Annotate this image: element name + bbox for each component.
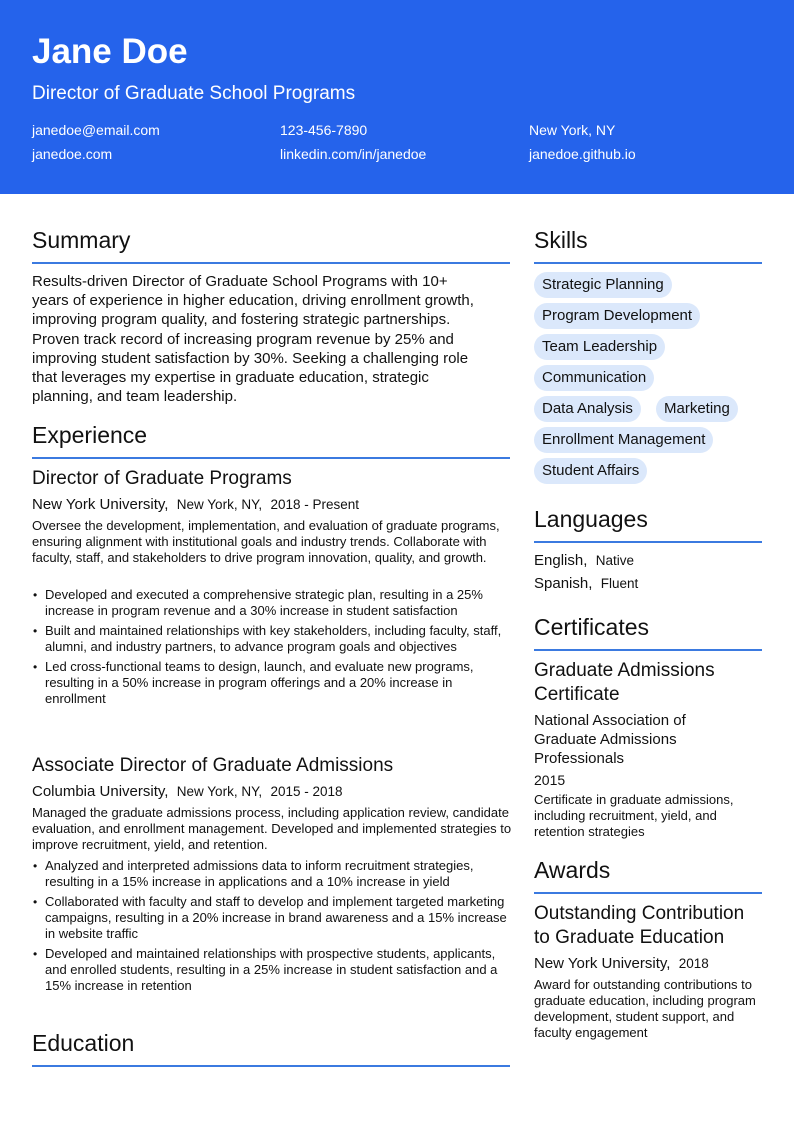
job-location: New York, NY, (176, 784, 263, 799)
job-org: Columbia University, (32, 783, 169, 800)
summary-heading: Summary (32, 227, 131, 253)
job-bullet: • Led cross-functional teams to design, launch, and evaluate new programs, resulting in a 50% increase in program offerings and a 20% increase in enrollment (32, 659, 512, 707)
candidate-name: Jane Doe (32, 32, 188, 71)
candidate-role: Director of Graduate School Programs (32, 83, 356, 104)
contact-linkedin[interactable]: linkedin.com/in/janedoe (280, 146, 427, 162)
skills-divider (534, 262, 762, 264)
job-meta (32, 783, 343, 801)
language-level: Fluent (600, 576, 639, 591)
job-dates: 2018 - Present (270, 497, 359, 512)
contact-website[interactable]: janedoe.com (32, 146, 113, 162)
certificate-name-line: Graduate Admissions (534, 660, 715, 681)
contact-email[interactable]: janedoe@email.com (32, 122, 160, 138)
summary-line: Results-driven Director of Graduate School Programs with 10+ (32, 273, 448, 290)
language-name: English, (534, 552, 588, 569)
skill-chip: Communication (534, 365, 654, 391)
certificate-name-line: Certificate (534, 684, 620, 705)
job-dates: 2015 - 2018 (270, 784, 343, 799)
language-name: Spanish, (534, 575, 593, 592)
summary-line: improving student satisfaction by 30%. Seeking a challenging role (32, 349, 469, 367)
job-location: New York, NY, (176, 497, 263, 512)
award-name-line: Outstanding Contribution (534, 903, 745, 924)
summary-line: planning, and team leadership. (32, 388, 238, 406)
education-divider (32, 1065, 510, 1067)
education-heading: Education (32, 1030, 135, 1056)
job-description: Managed the graduate admissions process, including application review, candidate evaluation, and enrollment management. Developed and implemented strategies to improve recruitment, yield, and retention. (32, 805, 512, 852)
certificate-issuer (534, 711, 769, 769)
award-name (534, 902, 769, 950)
skill-chip: Enrollment Management (534, 427, 713, 453)
certificates-divider (534, 649, 762, 651)
skill-chip: Marketing (656, 396, 738, 422)
summary-text (32, 272, 522, 406)
skill-chip: Strategic Planning (534, 272, 672, 298)
contact-location: New York, NY (529, 122, 616, 138)
certificate-issuer-line: Graduate Admissions (534, 731, 677, 749)
award-name-line: to Graduate Education (534, 927, 725, 948)
job-bullet: • Developed and executed a comprehensive strategic plan, resulting in a 25% increase in program revenue and a 30% increase in student satisfaction (32, 587, 512, 619)
certificates-heading: Certificates (534, 614, 650, 640)
award-year: 2018 (678, 956, 709, 971)
contact-github[interactable]: janedoe.github.io (529, 146, 636, 162)
job-bullet: • Built and maintained relationships with key stakeholders, including faculty, staff, alumni, and industry partners, to advance program goals and objectives (32, 623, 512, 655)
skill-chip: Student Affairs (534, 458, 647, 484)
summary-line: Proven track record of increasing program revenue by 25% and (32, 330, 454, 348)
contact-phone[interactable]: 123-456-7890 (280, 122, 368, 138)
skill-chip: Program Development (534, 303, 700, 329)
summary-line: years of experience in higher education, driving enrollment growth, (32, 292, 474, 310)
job-bullet: • Collaborated with faculty and staff to develop and implement targeted marketing campaigns, resulting in a 20% increase in brand awareness and a 15% increase in website traffic (32, 894, 512, 942)
job-bullet: • Developed and maintained relationships with prospective students, applicants, and enrolled students, resulting in a 25% increase in student satisfaction and a 15% increase in retention (32, 946, 512, 994)
job-bullets (32, 587, 512, 711)
job-title: Director of Graduate Programs (32, 468, 292, 489)
summary-line: improving program quality, and fostering strategic partnerships. (32, 311, 451, 329)
job-description: Oversee the development, implementation, and evaluation of graduate programs, ensuring alignment with institutional goals and industry trends. Collaborate with faculty, staff, and stakeholders to drive program innovation, quality, and growth. (32, 518, 500, 565)
award-description: Award for outstanding contributions to graduate education, including program development, student support, and faculty engagement (534, 977, 756, 1040)
job-bullets (32, 858, 512, 998)
award-meta (534, 955, 709, 973)
language-level: Native (595, 553, 634, 568)
award-org: New York University, (534, 955, 671, 972)
summary-divider (32, 262, 510, 264)
experience-divider (32, 457, 510, 459)
awards-divider (534, 892, 762, 894)
languages-divider (534, 541, 762, 543)
languages-heading: Languages (534, 506, 648, 532)
language-item (534, 552, 634, 570)
certificate-issuer-line: Professionals (534, 750, 625, 768)
certificate-year: 2015 (534, 772, 566, 788)
job-bullet: • Analyzed and interpreted admissions data to inform recruitment strategies, resulting in a 15% increase in applications and a 10% increase in yield (32, 858, 512, 890)
awards-heading: Awards (534, 857, 611, 883)
job-title: Associate Director of Graduate Admissions (32, 755, 394, 776)
certificate-description: Certificate in graduate admissions, including recruitment, yield, and retention strategies (534, 792, 734, 839)
skill-chip: Team Leadership (534, 334, 665, 360)
skill-chip: Data Analysis (534, 396, 641, 422)
resume-header (0, 0, 794, 194)
certificate-issuer-line: National Association of (534, 712, 686, 729)
job-meta (32, 496, 359, 514)
language-item (534, 575, 638, 593)
certificate-name (534, 659, 769, 707)
skills-heading: Skills (534, 227, 588, 253)
experience-heading: Experience (32, 422, 148, 448)
summary-line: that leverages my expertise in graduate education, strategic (32, 369, 429, 387)
job-org: New York University, (32, 496, 169, 513)
